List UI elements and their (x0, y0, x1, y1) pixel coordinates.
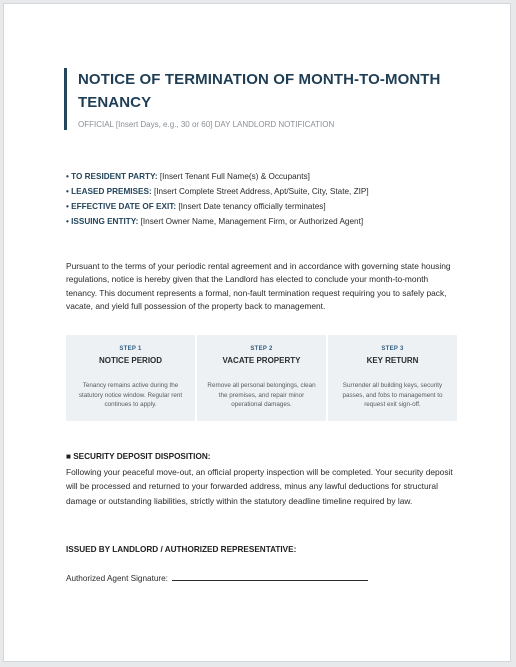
signature-line[interactable] (172, 571, 368, 581)
document-title: NOTICE OF TERMINATION OF MONTH-TO-MONTH TENANCY (78, 71, 441, 111)
field-value: [Insert Tenant Full Name(s) & Occupants] (159, 172, 310, 181)
step-description: Tenancy remains active during the statutory notice window. Regular rent continues to apply. (78, 382, 183, 408)
deposit-body: Following your peaceful move-out, an official property inspection will be completed. Your security deposit will be processed and returned to your forwarded address, minus any lawful deductions for structural damage or outstanding liabilities, strictly within the statutory deadline timeline required by law. (66, 467, 453, 506)
signature-row (66, 571, 368, 585)
field-label: • LEASED PREMISES: (66, 187, 152, 196)
field-effective-date (66, 199, 476, 214)
intro-paragraph: Pursuant to the terms of your periodic rental agreement and in accordance with governing state housing regulations, notice is hereby given that the Landlord has elected to conclude your month-to-month tenancy. This document represents a formal, non-fault termination request requiring you to safely pack, vacate, and yield full possession of the property back to management. (66, 261, 451, 311)
step-description: Remove all personal belongings, clean the premises, and repair minor operational damages. (207, 382, 316, 408)
field-value: [Insert Date tenancy officially terminates] (178, 202, 326, 211)
field-label: • EFFECTIVE DATE OF EXIT: (66, 202, 177, 211)
step-notice-period (66, 335, 195, 421)
step-title: VACATE PROPERTY (222, 356, 301, 365)
step-number: STEP 2 (250, 346, 273, 352)
step-description: Surrender all building keys, security passes, and fobs to management to request exit sign-off. (342, 382, 443, 408)
issued-by-heading: ISSUED BY LANDLORD / AUTHORIZED REPRESENTATIVE: (66, 545, 297, 554)
security-deposit-section (66, 451, 460, 508)
step-vacate-property (197, 335, 326, 421)
document-page (3, 3, 511, 662)
step-title: NOTICE PERIOD (98, 356, 163, 365)
field-leased-premises (66, 184, 476, 199)
field-label: • ISSUING ENTITY: (66, 217, 139, 226)
deposit-heading: ■ SECURITY DEPOSIT DISPOSITION: (66, 452, 211, 461)
steps-panel (66, 335, 457, 421)
party-details (66, 169, 476, 229)
field-resident-party (66, 169, 476, 184)
field-value: [Insert Complete Street Address, Apt/Suite, City, State, ZIP] (153, 187, 369, 196)
title-block (64, 68, 468, 130)
document-subtitle: OFFICIAL [Insert Days, e.g., 30 or 60] DAY LANDLORD NOTIFICATION (78, 120, 335, 129)
field-value: [Insert Owner Name, Management Firm, or Authorized Agent] (140, 217, 364, 226)
step-title: KEY RETURN (366, 356, 419, 365)
signature-label: Authorized Agent Signature: (66, 574, 168, 583)
step-number: STEP 1 (119, 346, 142, 352)
step-number: STEP 3 (381, 346, 404, 352)
step-key-return (328, 335, 457, 421)
field-label: • TO RESIDENT PARTY: (66, 172, 158, 181)
field-issuing-entity (66, 214, 476, 229)
